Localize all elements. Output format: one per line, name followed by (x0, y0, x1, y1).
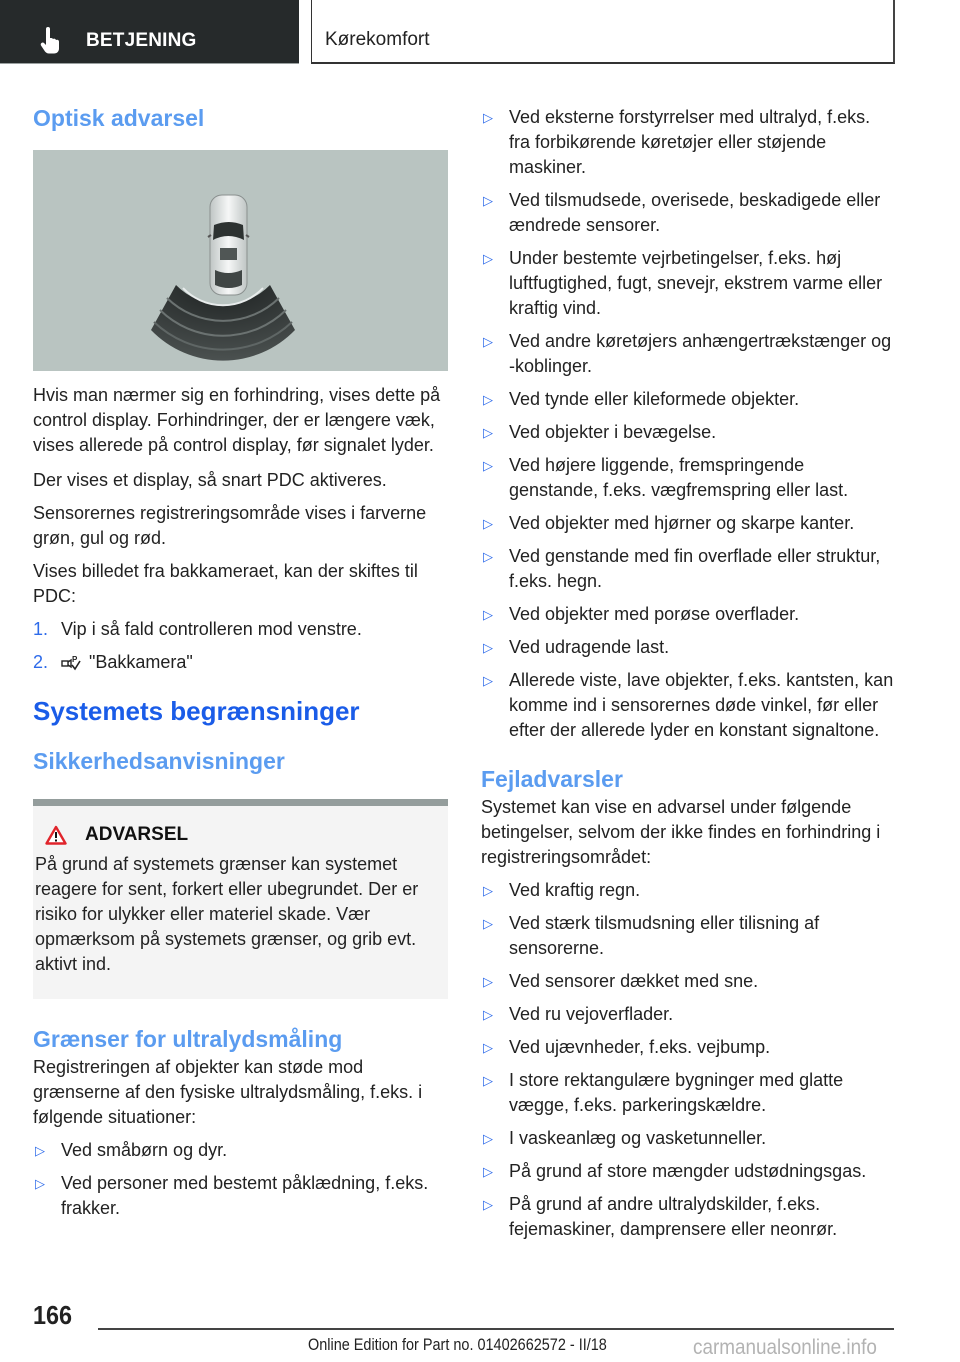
list-item-text: Ved småbørn og dyr. (61, 1140, 228, 1160)
paragraph: Hvis man nærmer sig en forhindring, vises dette på control display. Forhindringer, der er længere væk, vises allerede på control display, før signalet lyder. (33, 385, 441, 455)
limitation-list (33, 1138, 448, 1221)
step-number: 2. (33, 652, 49, 672)
list-item (481, 511, 896, 536)
bullet-triangle-icon: ▷ (483, 458, 493, 473)
list-item (481, 911, 896, 961)
list-item (481, 1002, 896, 1027)
step-text: Vip i så fald controlleren mod venstre. (61, 619, 362, 639)
list-item (481, 1035, 896, 1060)
bullet-triangle-icon: ▷ (483, 607, 493, 622)
heading-graenser-ultralyd: Grænser for ultralydsmåling (33, 1026, 343, 1052)
bullet-triangle-icon: ▷ (483, 1073, 493, 1088)
list-item-text: Ved tilsmudsede, overisede, beskadigede eller ændrede sensorer. (509, 190, 881, 235)
step-item (33, 650, 448, 675)
list-item (481, 1068, 896, 1118)
limitation-list-continued (481, 105, 896, 743)
chapter-title: Kørekomfort (325, 29, 430, 50)
warning-box (33, 799, 448, 999)
list-item (481, 1159, 896, 1184)
list-item-text: Ved andre køretøjers anhængertrækstænger og -koblinger. (509, 331, 892, 376)
list-item (481, 878, 896, 903)
warning-title: ADVARSEL (85, 824, 189, 845)
list-item (481, 453, 896, 503)
paragraph: Registreringen af objekter kan støde mod grænserne af den fysiske ultralydsmåling, f.eks. i følgende situationer: (33, 1057, 423, 1127)
paragraph: Vises billedet fra bakkameraet, kan der skiftes til PDC: (33, 561, 418, 606)
footer-divider (98, 1328, 894, 1330)
bullet-triangle-icon: ▷ (483, 1040, 493, 1055)
bullet-triangle-icon: ▷ (483, 392, 493, 407)
bullet-triangle-icon: ▷ (483, 974, 493, 989)
heading-systemets-begraensninger: Systemets begrænsninger (33, 696, 360, 726)
edition-note: Online Edition for Part no. 01402662572 - II/18 (308, 1335, 607, 1354)
bullet-triangle-icon: ▷ (483, 916, 493, 931)
bullet-triangle-icon: ▷ (483, 334, 493, 349)
list-item (33, 1138, 448, 1163)
paragraph: Systemet kan vise en advarsel under følgende betingelser, selvom der ikke findes en forhindring i registreringsområdet: (481, 797, 881, 867)
list-item-text: I vaskeanlæg og vasketunneller. (509, 1128, 767, 1148)
list-item-text: Ved eksterne forstyrrelser med ultralyd, f.eks. fra forbikørende køretøjer eller støjende maskiner. (509, 107, 871, 177)
right-column (481, 105, 896, 1250)
section-title: BETJENING (86, 30, 197, 51)
list-item-text: I store rektangulære bygninger med glatte vægge, f.eks. parkeringskældre. (509, 1070, 844, 1115)
list-item (481, 1192, 896, 1242)
steps-list (33, 617, 448, 675)
list-item-text: Ved personer med bestemt påklædning, f.eks. frakker. (61, 1173, 429, 1218)
bullet-triangle-icon: ▷ (483, 425, 493, 440)
pdc-figure (33, 150, 448, 371)
hand-pointer-icon (40, 27, 64, 55)
bullet-triangle-icon: ▷ (483, 640, 493, 655)
list-item (481, 668, 896, 743)
list-item-text: Ved genstande med fin overflade eller struktur, f.eks. hegn. (509, 546, 881, 591)
list-item-text: Ved kraftig regn. (509, 880, 641, 900)
list-item-text: Ved tynde eller kileformede objekter. (509, 389, 800, 409)
list-item-text: Ved højere liggende, fremspringende genstande, f.eks. vægfremspring eller last. (509, 455, 849, 500)
list-item-text: Ved udragende last. (509, 637, 670, 657)
bullet-triangle-icon: ▷ (35, 1143, 45, 1158)
list-item (481, 420, 896, 445)
svg-text:P: P (72, 655, 78, 664)
paragraph: Sensorernes registreringsområde vises i farverne grøn, gul og rød. (33, 503, 427, 548)
bullet-triangle-icon: ▷ (483, 549, 493, 564)
list-item-text: Ved objekter med porøse overflader. (509, 604, 800, 624)
list-item (33, 1171, 448, 1221)
list-item-text: På grund af store mængder udstødningsgas. (509, 1161, 867, 1181)
list-item (481, 544, 896, 594)
list-item (481, 602, 896, 627)
step-text: "Bakkamera" (89, 652, 193, 672)
list-item (481, 246, 896, 321)
bullet-triangle-icon: ▷ (483, 251, 493, 266)
warning-title-row (33, 824, 448, 846)
bullet-triangle-icon: ▷ (483, 883, 493, 898)
bullet-triangle-icon: ▷ (483, 1007, 493, 1022)
list-item-text: Ved objekter med hjørner og skarpe kanter. (509, 513, 855, 533)
warning-triangle-icon (45, 825, 67, 845)
chapter-tab (311, 0, 895, 64)
page-number: 166 (33, 1300, 73, 1330)
bullet-triangle-icon: ▷ (483, 1197, 493, 1212)
list-item (481, 387, 896, 412)
list-item-text: Ved ru vejoverflader. (509, 1004, 674, 1024)
bullet-triangle-icon: ▷ (35, 1176, 45, 1191)
list-item-text: Ved sensorer dækket med sne. (509, 971, 759, 991)
rear-camera-icon (61, 654, 81, 672)
section-tab (0, 0, 299, 64)
bullet-triangle-icon: ▷ (483, 193, 493, 208)
step-item (33, 617, 448, 642)
list-item (481, 969, 896, 994)
bullet-triangle-icon: ▷ (483, 673, 493, 688)
list-item (481, 188, 896, 238)
bullet-triangle-icon: ▷ (483, 1164, 493, 1179)
paragraph: Der vises et display, så snart PDC aktiveres. (33, 470, 387, 490)
warning-text: På grund af systemets grænser kan systemet reagere for sent, forkert eller ubegrundet. Der er risiko for ulykker eller materiel skade. Vær opmærksom på systemets grænser, og grib evt. aktivt ind. (35, 854, 419, 974)
list-item (481, 105, 896, 180)
false-alarm-list (481, 878, 896, 1242)
bullet-triangle-icon: ▷ (483, 516, 493, 531)
heading-optisk-advarsel: Optisk advarsel (33, 105, 205, 131)
heading-fejladvarsler: Fejladvarsler (481, 766, 623, 792)
list-item-text: Ved ujævnheder, f.eks. vejbump. (509, 1037, 771, 1057)
list-item-text: Ved objekter i bevægelse. (509, 422, 717, 442)
list-item (481, 635, 896, 660)
list-item (481, 1126, 896, 1151)
list-item (481, 329, 896, 379)
list-item-text: Allerede viste, lave objekter, f.eks. kantsten, kan komme ind i sensorernes døde vinkel, før eller efter der allerede lyder en konstant signaltone. (509, 670, 894, 740)
pdc-car-illustration (33, 150, 448, 371)
list-item-text: Under bestemte vejrbetingelser, f.eks. høj luftfugtighed, fugt, snevejr, ekstrem varme eller kraftig vind. (509, 248, 883, 318)
watermark-link[interactable]: carmanualsonline.info (693, 1336, 877, 1359)
bullet-triangle-icon: ▷ (483, 1131, 493, 1146)
list-item-text: Ved stærk tilsmudsning eller tilisning af sensorerne. (509, 913, 820, 958)
list-item-text: På grund af andre ultralydskilder, f.eks. fejemaskiner, damprensere eller neonrør. (509, 1194, 838, 1239)
step-number: 1. (33, 619, 49, 639)
bullet-triangle-icon: ▷ (483, 110, 493, 125)
left-column (33, 100, 448, 1229)
heading-sikkerhedsanvisninger: Sikkerhedsanvisninger (33, 748, 285, 774)
